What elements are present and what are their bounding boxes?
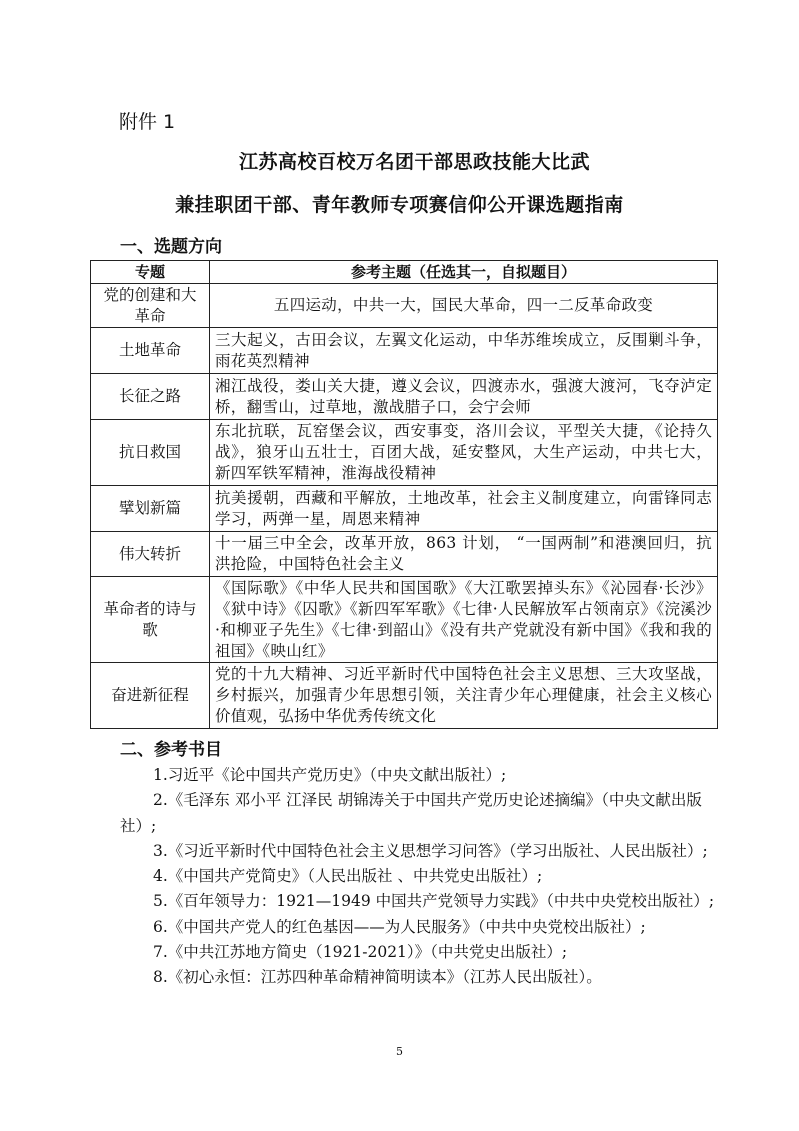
row-themes: 十一届三中全会，改革开放，863 计划， “一国两制”和港澳回归，抗洪抢险，中国特色社会主义 — [210, 532, 718, 577]
row-topic: 抗日救国 — [91, 420, 210, 486]
table-row — [91, 577, 718, 663]
reference-book: 2.《毛泽东 邓小平 江泽民 胡锦涛关于中国共产党历史论述摘编》（中央文献出版社）; — [120, 791, 702, 835]
page-number: 5 — [396, 1045, 403, 1058]
reference-book: 5.《百年领导力：1921—1949 中国共产党领导力实践》（中共中央党校出版社）; — [153, 892, 715, 911]
row-topic: 擘划新篇 — [91, 486, 210, 532]
section-heading-references: 二、参考书目 — [120, 740, 222, 760]
row-topic: 土地革命 — [91, 328, 210, 374]
table-header-row — [91, 261, 718, 284]
table-row — [91, 663, 718, 729]
table-row — [91, 532, 718, 577]
reference-book: 8.《初心永恒：江苏四种革命精神简明读本》（江苏人民出版社）。 — [153, 968, 602, 987]
row-themes: 东北抗联，瓦窑堡会议，西安事变，洛川会议，平型关大捷，《论持久战》，狼牙山五壮士，百团大战，延安整风，大生产运动，中共七大，新四军铁军精神，淮海战役精神 — [210, 420, 718, 486]
topics-table — [90, 260, 718, 729]
reference-book: 4.《中国共产党简史》（人民出版社 、中共党史出版社）; — [153, 867, 543, 886]
reference-book: 3.《习近平新时代中国特色社会主义思想学习问答》（学习出版社、人民出版社）; — [153, 841, 708, 860]
document-title-line1: 江苏高校百校万名团干部思政技能大比武 — [238, 151, 590, 173]
header-themes: 参考主题（任选其一，自拟题目） — [210, 261, 718, 284]
row-themes: 《国际歌》《中华人民共和国国歌》《大江歌罢掉头东》《沁园春·长沙》《狱中诗》《囚歌》《新四军军歌》《七律·人民解放军占领南京》《浣溪沙·和柳亚子先生》《七律·到韶山》《没有共产党就没有新中国》《我和我的祖国》《映山红》 — [210, 577, 718, 663]
row-topic: 奋进新征程 — [91, 663, 210, 729]
row-themes: 湘江战役，娄山关大捷，遵义会议，四渡赤水，强渡大渡河，飞夺泸定桥，翻雪山，过草地，激战腊子口，会宁会师 — [210, 374, 718, 420]
document-title-line2: 兼挂职团干部、青年教师专项赛信仰公开课选题指南 — [175, 194, 624, 216]
row-topic: 长征之路 — [91, 374, 210, 420]
row-topic: 党的创建和大革命 — [91, 284, 210, 328]
table-row — [91, 284, 718, 328]
table-row — [91, 420, 718, 486]
table-row — [91, 328, 718, 374]
table-row — [91, 486, 718, 532]
row-topic: 革命者的诗与歌 — [91, 577, 210, 663]
row-topic: 伟大转折 — [91, 532, 210, 577]
row-themes: 五四运动，中共一大，国民大革命，四一二反革命政变 — [210, 284, 718, 328]
attachment-label: 附件 1 — [119, 111, 176, 133]
row-themes: 三大起义，古田会议，左翼文化运动，中华苏维埃成立，反围剿斗争，雨花英烈精神 — [210, 328, 718, 374]
row-themes: 抗美援朝，西藏和平解放，土地改革，社会主义制度建立，向雷锋同志学习，两弹一星，周恩来精神 — [210, 486, 718, 532]
header-topic: 专题 — [91, 261, 210, 284]
reference-book: 1.习近平《论中国共产党历史》（中央文献出版社）; — [153, 766, 507, 784]
reference-book-list — [120, 763, 716, 991]
table-row — [91, 374, 718, 420]
row-themes: 党的十九大精神、习近平新时代中国特色社会主义思想、三大攻坚战，乡村振兴，加强青少年思想引领，关注青少年心理健康，社会主义核心价值观，弘扬中华优秀传统文化 — [210, 663, 718, 729]
reference-book: 7.《中共江苏地方简史（1921-2021）》（中共党史出版社）; — [153, 943, 568, 962]
reference-book: 6.《中国共产党人的红色基因——为人民服务》（中共中央党校出版社）; — [153, 917, 646, 936]
section-heading-topics: 一、选题方向 — [120, 237, 222, 257]
